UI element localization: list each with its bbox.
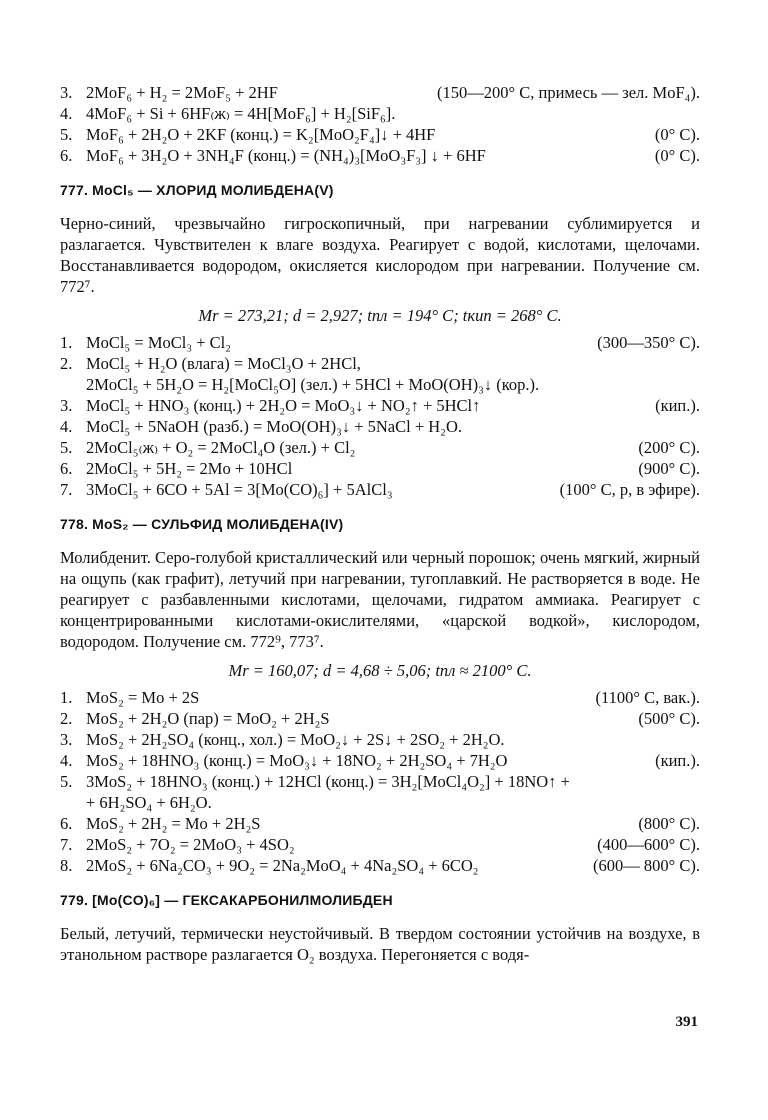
section-description: Белый, летучий, термически неустойчивый. В твердом состоянии устойчив на воздухе, в этанольном растворе разлагается O₂ воздуха. Перегоняется с водя- — [60, 924, 700, 964]
reaction-conditions: (300—350° С). — [597, 333, 700, 352]
reaction-conditions: (кип.). — [655, 396, 700, 415]
reaction-line — [60, 479, 700, 500]
reaction-number: 5. — [60, 125, 73, 144]
reaction-equation: 2MoF₆ + H₂ = 2MoF₅ + 2HF — [86, 83, 278, 102]
mof6-reaction-list — [60, 82, 700, 166]
reaction-conditions: (900° C). — [638, 459, 700, 478]
reaction-equation: MoS₂ + 2H₂O (пар) = MoO₂ + 2H₂S — [86, 709, 330, 728]
reaction-number: 3. — [60, 396, 73, 415]
section-heading: 778. MoS₂ — СУЛЬФИД МОЛИБДЕНА(IV) — [60, 516, 344, 532]
reaction-number: 2. — [60, 709, 73, 728]
reaction-number: 6. — [60, 146, 73, 165]
reaction-conditions: (0° C). — [654, 125, 700, 144]
reaction-conditions: (500° C). — [638, 709, 700, 728]
section-description: Молибденит. Серо-голубой кристаллический или черный порошок; очень мягкий, жирный на ощупь (как графит), летучий при нагревании, тугоплавкий. Не растворяется в воде. Не реагирует с разбавленными кислотами, щелочами, гидратом аммиака. Реагирует с концентрированными кислотами-окислителями, «царской водкой», кислородом, водородом. Получение см. 772⁹, 773⁷. — [60, 548, 700, 651]
reaction-line — [60, 729, 700, 750]
reaction-line — [60, 792, 700, 813]
reaction-equation: + 6H₂SO₄ + 6H₂O. — [86, 793, 212, 812]
reaction-equation: MoF₆ + 2H₂O + 2KF (конц.) = K₂[MoO₂F₄]↓ + 4HF — [86, 125, 436, 144]
reaction-number: 3. — [60, 83, 73, 102]
reaction-number: 1. — [60, 333, 73, 352]
reaction-equation: 2MoCl₅ + 5H₂ = 2Mo + 10HCl — [86, 459, 293, 478]
reaction-line — [60, 834, 700, 855]
reaction-equation: MoS₂ + 18HNO₃ (конц.) = MoO₃↓ + 18NO₂ + 2H₂SO₄ + 7H₂O — [86, 751, 508, 770]
reaction-line — [60, 687, 700, 708]
reaction-number: 4. — [60, 417, 73, 436]
reaction-conditions: (1100° С, вак.). — [595, 688, 700, 707]
reaction-equation: MoCl₅ + HNO₃ (конц.) + 2H₂O = MoO₃↓ + NO₂↑ + 5HCl↑ — [86, 396, 481, 415]
reaction-number: 2. — [60, 354, 73, 373]
reaction-line — [60, 813, 700, 834]
reaction-conditions: (150—200° C, примесь — зел. MoF₄). — [437, 83, 700, 102]
reaction-equation: 2MoS₂ + 7O₂ = 2MoO₃ + 4SO₂ — [86, 835, 295, 854]
reaction-equation: MoCl₅ + 5NaOH (разб.) = MoO(OH)₃↓ + 5NaCl + H₂O. — [86, 417, 462, 436]
reaction-line — [60, 374, 700, 395]
reaction-conditions: (0° C). — [654, 146, 700, 165]
reaction-equation: MoF₆ + 3H₂O + 3NH₄F (конц.) = (NH₄)₃[MoO₃F₃] ↓ + 6HF — [86, 146, 486, 165]
reaction-line — [60, 82, 700, 103]
reaction-line — [60, 353, 700, 374]
reaction-equation: MoS₂ + 2H₂ = Mo + 2H₂S — [86, 814, 261, 833]
reaction-conditions: (100° C, p, в эфире). — [559, 480, 700, 499]
reaction-equation: 3MoS₂ + 18HNO₃ (конц.) + 12HCl (конц.) = 3H₂[MoCl₄O₂] + 18NO↑ + — [86, 772, 570, 791]
reaction-equation: MoS₂ + 2H₂SO₄ (конц., хол.) = MoO₂↓ + 2S↓ + 2SO₂ + 2H₂O. — [86, 730, 505, 749]
reaction-equation: MoS₂ = Mo + 2S — [86, 688, 200, 707]
section-heading: 777. MoCl₅ — ХЛОРИД МОЛИБДЕНА(V) — [60, 182, 334, 198]
reaction-conditions: (600— 800° C). — [593, 856, 700, 875]
reaction-line — [60, 103, 700, 124]
reaction-equation: 2MoCl₅₍ж₎ + O₂ = 2MoCl₄O (зел.) + Cl₂ — [86, 438, 356, 457]
reaction-equation: 4MoF₆ + Si + 6HF₍ж₎ = 4H[MoF₆] + H₂[SiF₆]. — [86, 104, 396, 123]
reaction-line — [60, 395, 700, 416]
reaction-number: 4. — [60, 104, 73, 123]
page-number: 391 — [675, 1014, 698, 1030]
reaction-line — [60, 416, 700, 437]
physical-properties: Mr = 273,21; d = 2,927; tпл = 194° С; tкип = 268° С. — [198, 306, 562, 325]
page-content — [60, 82, 700, 973]
reaction-equation: MoCl₅ = MoCl₃ + Cl₂ — [86, 333, 231, 352]
reaction-line — [60, 332, 700, 353]
mos2-reaction-list — [60, 687, 700, 876]
reaction-equation: 3MoCl₅ + 6CO + 5Al = 3[Mo(CO)₆] + 5AlCl₃ — [86, 480, 393, 499]
reaction-conditions: (800° C). — [638, 814, 700, 833]
reaction-line — [60, 771, 700, 792]
reaction-line — [60, 708, 700, 729]
reaction-number: 7. — [60, 480, 73, 499]
reaction-line — [60, 124, 700, 145]
reaction-number: 4. — [60, 751, 73, 770]
reaction-number: 8. — [60, 856, 73, 875]
physical-properties: Mr = 160,07; d = 4,68 ÷ 5,06; tпл ≈ 2100° С. — [228, 661, 532, 680]
reaction-line — [60, 458, 700, 479]
reaction-line — [60, 145, 700, 166]
reaction-equation: 2MoCl₅ + 5H₂O = H₂[MoCl₅O] (зел.) + 5HCl + MoO(OH)₃↓ (кор.). — [86, 375, 540, 394]
reaction-line — [60, 750, 700, 771]
reaction-number: 5. — [60, 772, 73, 791]
reaction-equation: MoCl₅ + H₂O (влага) = MoCl₃O + 2HCl, — [86, 354, 361, 373]
reaction-number: 6. — [60, 459, 73, 478]
reaction-number: 3. — [60, 730, 73, 749]
reaction-line — [60, 437, 700, 458]
mocl5-reaction-list — [60, 332, 700, 500]
reaction-number: 6. — [60, 814, 73, 833]
reaction-line — [60, 855, 700, 876]
reaction-equation: 2MoS₂ + 6Na₂CO₃ + 9O₂ = 2Na₂MoO₄ + 4Na₂SO₄ + 6CO₂ — [86, 856, 479, 875]
reaction-number: 5. — [60, 438, 73, 457]
reaction-number: 7. — [60, 835, 73, 854]
reaction-conditions: (кип.). — [655, 751, 700, 770]
section-heading: 779. [Mo(CO)₆] — ГЕКСАКАРБОНИЛМОЛИБДЕН — [60, 892, 393, 908]
reaction-conditions: (200° C). — [638, 438, 700, 457]
reaction-conditions: (400—600° C). — [597, 835, 700, 854]
reaction-number: 1. — [60, 688, 73, 707]
section-description: Черно-синий, чрезвычайно гигроскопичный, при нагревании сублимируется и разлагается. Чувствителен к влаге воздуха. Реагирует с водой, кислотами, щелочами. Восстанавливается водородом, окисляется кислородом при нагревании. Получение см. 772⁷. — [60, 214, 700, 296]
